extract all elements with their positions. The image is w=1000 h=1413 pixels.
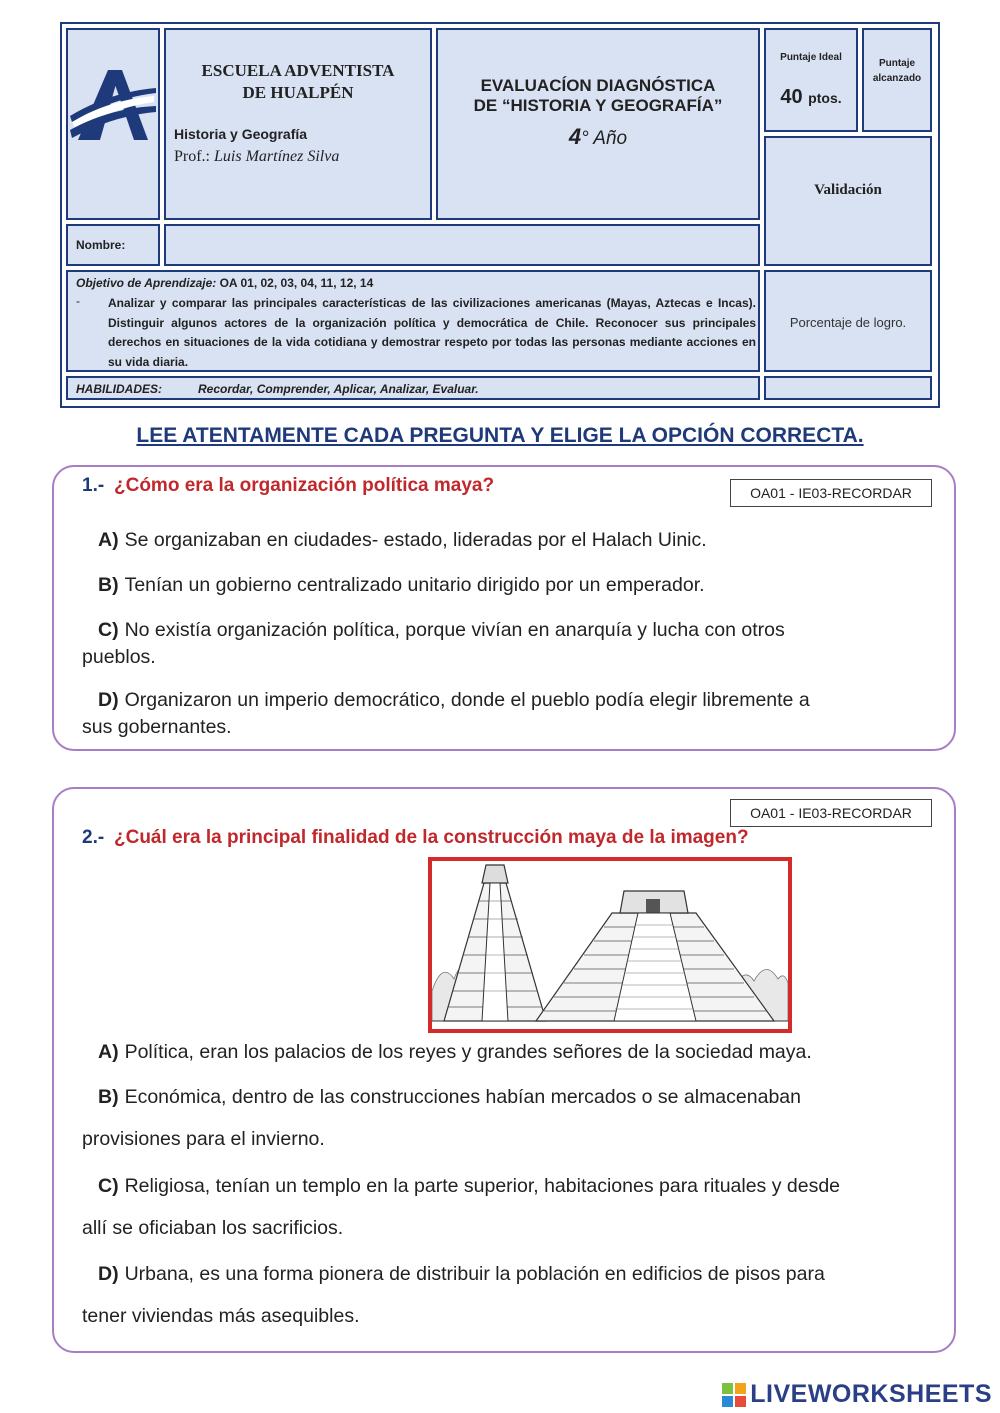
skills-row [76,382,479,396]
option-text-continued: pueblos. [82,646,156,668]
maya-pyramids-illustration-icon [432,861,788,1029]
school-name-line2: DE HUALPÉN [242,83,354,102]
option-letter: C) [98,619,119,641]
ideal-score-cell [764,28,858,132]
achieved-score-label-line2: alcanzado [872,73,922,84]
instruction-heading: LEE ATENTAMENTE CADA PREGUNTA Y ELIGE LA OPCIÓN CORRECTA. [136,424,864,447]
option-text-continued: provisiones para el invierno. [82,1128,325,1150]
option-letter: C) [98,1175,119,1197]
ideal-score-value [766,86,856,109]
question-2-text: ¿Cuál era la principal finalidad de la construcción maya de la imagen? [114,827,749,848]
skills-cell [66,376,760,400]
option-text: Tenían un gobierno centralizado unitario dirigido por un emperador. [124,574,705,596]
school-info-cell [164,28,432,220]
achieved-score-label [864,56,930,86]
learning-objective-bullet: - [76,294,80,308]
option-text: Organizaron un imperio democrático, donde el pueblo podía elegir libremente a [124,689,810,711]
school-name-line1: ESCUELA ADVENTISTA [201,61,395,80]
professor-name: Luis Martínez Silva [214,148,340,165]
grade-suffix: ° Año [581,128,628,149]
question-1-box [52,465,956,751]
name-label-cell [66,224,160,266]
option-text: No existía organización política, porque vivían en anarquía y lucha con otros [124,619,785,641]
ideal-score-label: Puntaje Ideal [780,52,842,63]
professor [174,148,339,166]
question-1-option-c[interactable] [82,619,934,669]
question-1-option-b[interactable] [82,574,934,597]
question-1-text: ¿Cómo era la organización política maya? [114,475,495,496]
option-letter: B) [98,574,119,596]
question-2-option-a[interactable] [82,1041,934,1064]
professor-label: Prof.: [174,148,210,165]
school-logo-cell [66,28,160,220]
option-text-continued: allí se oficiaban los sacrificios. [82,1217,344,1239]
question-2-option-c[interactable] [82,1175,934,1240]
option-text-continued: tener viviendas más asequibles. [82,1305,360,1327]
skills-score-cell [764,376,932,400]
grade-number: 4 [568,124,582,149]
evaluation-title-line1: EVALUACÍON DIAGNÓSTICA [480,76,716,95]
option-letter: A) [98,1041,119,1063]
skills-label: HABILIDADES: [76,382,162,396]
achieved-score-cell[interactable] [862,28,932,132]
subject-label: Historia y Geografía [174,126,308,142]
achieved-score-label-line1: Puntaje [878,58,916,69]
skills-value: Recordar, Comprender, Aplicar, Analizar, Evaluar. [198,382,479,396]
option-letter: A) [98,529,119,551]
maya-pyramids-image [428,857,792,1033]
option-letter: D) [98,689,119,711]
question-2-option-b[interactable] [82,1086,934,1151]
option-text-continued: sus gobernantes. [82,716,232,738]
liveworksheets-icon [722,1383,746,1407]
grade-level [438,124,758,150]
question-1-option-d[interactable] [82,689,934,739]
evaluation-title-line2: DE “HISTORIA Y GEOGRAFÍA” [473,96,723,115]
question-2-box [52,787,956,1353]
option-text: Política, eran los palacios de los reyes y grandes señores de la sociedad maya. [124,1041,812,1063]
header-table [60,22,940,408]
ideal-score-number: 40 [780,86,803,108]
question-2-number: 2.- [82,827,105,848]
name-input[interactable] [164,224,760,266]
name-label: Nombre: [76,238,126,252]
liveworksheets-brand: LIVEWORKSHEETS [750,1380,992,1408]
validation-cell [764,136,932,266]
achievement-percentage-cell [764,270,932,372]
ideal-score-unit: ptos. [808,90,842,106]
learning-objective-cell [66,270,760,372]
learning-objective-codes: OA 01, 02, 03, 04, 11, 12, 14 [219,276,374,290]
school-name [166,60,430,104]
question-2-tag: OA01 - IE03-RECORDAR [730,799,932,827]
validation-label: Validación [814,182,882,198]
learning-objective-text: Analizar y comparar las principales características de las civilizaciones americanas (Mayas, Aztecas e Incas). Distinguir algunos actores de la organización política y democrática de Chile. Reconocer sus principales derechos en situaciones de la vida cotidiana y demostrar respeto por todas las personas mediante acciones en su vida diaria. [108,296,756,369]
learning-objective-label: Objetivo de Aprendizaje: [76,276,217,290]
evaluation-title [438,76,758,116]
option-letter: D) [98,1263,119,1285]
school-logo-icon [68,30,158,218]
question-1-option-a[interactable] [82,529,934,552]
question-1-number: 1.- [82,475,105,496]
achievement-percentage-label: Porcentaje de logro. [789,315,907,330]
evaluation-title-cell [436,28,760,220]
option-text: Se organizaban en ciudades- estado, lideradas por el Halach Uinic. [124,529,707,551]
learning-objective-heading [76,276,373,290]
option-text: Religiosa, tenían un templo en la parte superior, habitaciones para rituales y desde [124,1175,841,1197]
option-text: Urbana, es una forma pionera de distribuir la población en edificios de pisos para [124,1263,825,1285]
question-2-option-d[interactable] [82,1263,934,1328]
liveworksheets-logo [722,1380,992,1409]
option-letter: B) [98,1086,119,1108]
option-text: Económica, dentro de las construcciones habían mercados o se almacenaban [124,1086,801,1108]
question-1-tag: OA01 - IE03-RECORDAR [730,479,932,507]
